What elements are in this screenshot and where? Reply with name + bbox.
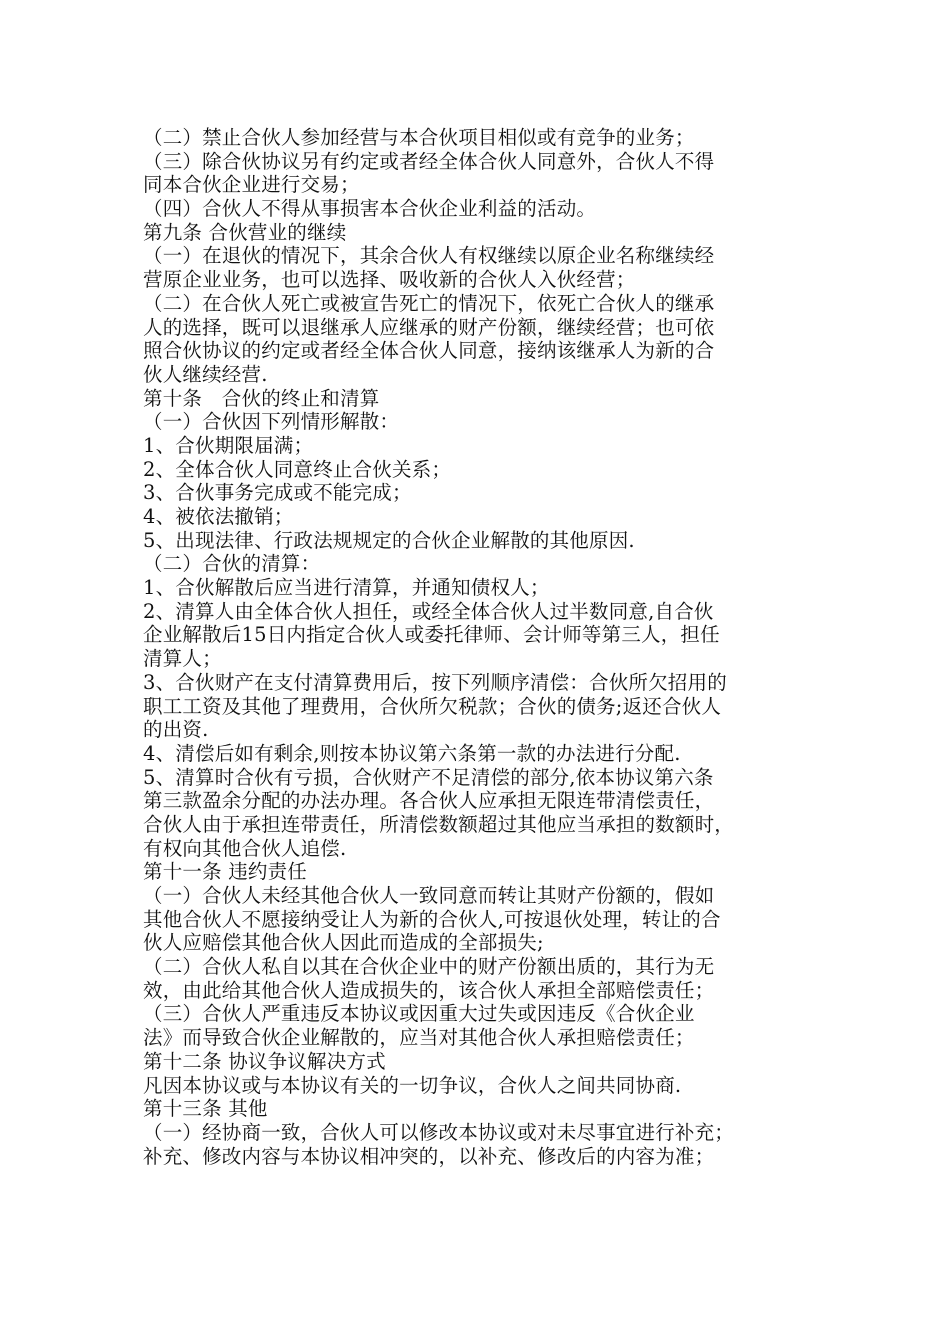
text-line: （三）合伙人严重违反本协议或因重大过失或因违反《合伙企业 bbox=[143, 1002, 695, 1026]
text-line: 其他合伙人不愿接纳受让人为新的合伙人,可按退伙处理，转让的合 bbox=[143, 907, 721, 931]
text-line: （二）合伙的清算： bbox=[143, 552, 321, 576]
text-line: 补充、修改内容与本协议相冲突的，以补充、修改后的内容为准； bbox=[143, 1144, 715, 1168]
text-line: （一）经协商一致，合伙人可以修改本协议或对未尽事宜进行补充； bbox=[143, 1120, 735, 1144]
text-line: 4、被依法撤销； bbox=[143, 505, 294, 528]
text-line: 3、合伙事务完成或不能完成； bbox=[143, 481, 412, 505]
text-line: 效，由此给其他合伙人造成损失的，该合伙人承担全部赔偿责任； bbox=[143, 978, 715, 1002]
text-line: 2、全体合伙人同意终止合伙关系； bbox=[143, 457, 452, 481]
text-line: （三）除合伙协议另有约定或者经全体合伙人同意外，合伙人不得 bbox=[143, 149, 715, 173]
text-line: 的出资. bbox=[143, 718, 209, 742]
text-line: 人的选择，既可以退继承人应继承的财产份额，继续经营；也可依 bbox=[143, 315, 715, 339]
text-line: 照合伙协议的约定或者经全体合伙人同意，接纳该继承人为新的合 bbox=[143, 339, 715, 363]
text-line: 1、合伙期限届满； bbox=[143, 433, 314, 457]
text-line: 2、清算人由全体合伙人担任，或经全体合伙人过半数同意,自合伙 bbox=[143, 599, 714, 623]
text-line: 1、合伙解散后应当进行清算，并通知债权人； bbox=[143, 576, 550, 600]
text-line: 5、清算时合伙有亏损，合伙财产不足清偿的部分,依本协议第六条 bbox=[143, 765, 714, 789]
section-heading: 第十条 合伙的终止和清算 bbox=[143, 386, 380, 410]
text-line: 第三款盈余分配的办法办理。各合伙人应承担无限连带清偿责任， bbox=[143, 789, 715, 813]
text-line: 3、合伙财产在支付清算费用后，按下列顺序清偿：合伙所欠招用的 bbox=[143, 670, 727, 694]
text-line: （二）在合伙人死亡或被宣告死亡的情况下，依死亡合伙人的继承 bbox=[143, 291, 715, 315]
text-line: 清算人； bbox=[143, 647, 222, 671]
text-line: （二）禁止合伙人参加经营与本合伙项目相似或有竞争的业务； bbox=[143, 126, 695, 149]
text-line: 营原企业业务，也可以选择、吸收新的合伙人入伙经营； bbox=[143, 268, 636, 292]
document-body bbox=[143, 126, 823, 1168]
section-heading: 第九条 合伙营业的继续 bbox=[143, 220, 347, 244]
text-line: 5、出现法律、行政法规规定的合伙企业解散的其他原因. bbox=[143, 528, 635, 552]
text-line: 职工工资及其他了理费用，合伙所欠税款；合伙的债务;返还合伙人 bbox=[143, 694, 722, 718]
section-heading: 第十一条 违约责任 bbox=[143, 860, 307, 884]
text-line: 4、清偿后如有剩余,则按本协议第六条第一款的办法进行分配. bbox=[143, 741, 681, 765]
text-line: （一）合伙因下列情形解散： bbox=[143, 410, 400, 434]
text-line: （一）在退伙的情况下，其余合伙人有权继续以原企业名称继续经 bbox=[143, 244, 715, 268]
text-line: 伙人应赔偿其他合伙人因此而造成的全部损失; bbox=[143, 931, 544, 955]
text-line: （二）合伙人私自以其在合伙企业中的财产份额出质的，其行为无 bbox=[143, 955, 715, 979]
section-heading: 第十三条 其他 bbox=[143, 1097, 268, 1121]
text-line: 合伙人由于承担连带责任，所清偿数额超过其他应当承担的数额时， bbox=[143, 812, 735, 836]
text-line: 法》而导致合伙企业解散的，应当对其他合伙人承担赔偿责任； bbox=[143, 1026, 695, 1050]
text-line: 伙人继续经营. bbox=[143, 362, 268, 386]
text-line: 有权向其他合伙人追偿. bbox=[143, 836, 347, 860]
text-line: （四）合伙人不得从事损害本合伙企业利益的活动。 bbox=[143, 197, 597, 221]
section-heading: 第十二条 协议争议解决方式 bbox=[143, 1049, 386, 1073]
text-line: 企业解散后15日内指定合伙人或委托律师、会计师等第三人，担任 bbox=[143, 623, 720, 647]
text-line: 凡因本协议或与本协议有关的一切争议，合伙人之间共同协商. bbox=[143, 1073, 682, 1097]
text-line: 同本合伙企业进行交易； bbox=[143, 173, 360, 197]
text-line: （一）合伙人未经其他合伙人一致同意而转让其财产份额的，假如 bbox=[143, 884, 715, 907]
